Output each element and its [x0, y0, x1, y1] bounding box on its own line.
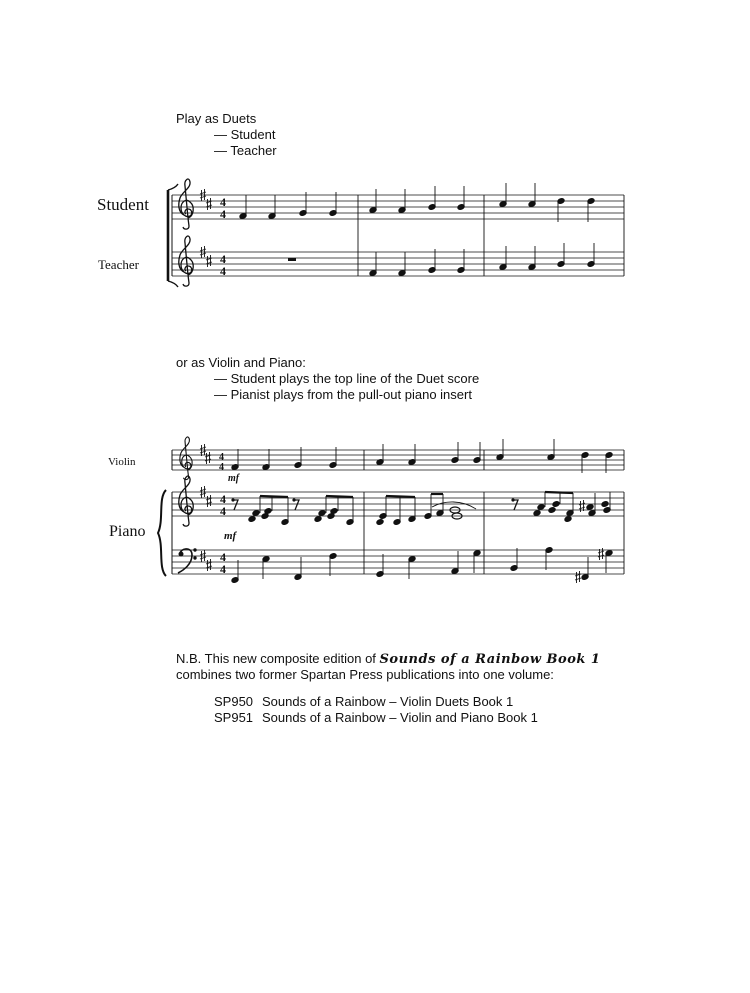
- violin-staff-label: Violin: [108, 456, 136, 468]
- student-staff-label: Student: [97, 195, 149, 214]
- teacher-staff: [172, 252, 624, 276]
- svg-text:4: 4: [220, 264, 226, 278]
- svg-text:4: 4: [220, 504, 226, 518]
- violin-piano-item-pianist: — Pianist plays from the pull-out piano insert: [214, 387, 472, 402]
- duet-system: [168, 179, 624, 287]
- svg-text:4: 4: [220, 492, 226, 506]
- svg-text:4: 4: [220, 562, 226, 576]
- piano-staff-label: Piano: [109, 523, 146, 540]
- svg-text:4: 4: [220, 207, 226, 221]
- duets-item-student: — Student: [214, 127, 276, 142]
- note-line-2: combines two former Spartan Press publications into one volume:: [176, 667, 554, 682]
- svg-text:4: 4: [220, 195, 226, 209]
- svg-text:4: 4: [220, 550, 226, 564]
- note-prefix: N.B. This new composite edition of: [176, 651, 380, 666]
- violin-piano-heading: or as Violin and Piano:: [176, 355, 306, 370]
- svg-text:4: 4: [220, 252, 226, 266]
- teacher-staff-label: Teacher: [98, 257, 139, 272]
- book-title: Sounds of a Rainbow Book 1: [379, 652, 601, 667]
- svg-text:4: 4: [219, 452, 224, 463]
- duets-item-teacher: — Teacher: [214, 143, 277, 158]
- publication-code-1: SP950: [214, 694, 254, 709]
- publication-title-2: Sounds of a Rainbow – Violin and Piano Book 1: [262, 710, 538, 725]
- publication-title-1: Sounds of a Rainbow – Violin Duets Book 1: [262, 694, 514, 709]
- duets-heading: Play as Duets: [176, 111, 257, 126]
- violin-staff: [172, 450, 624, 470]
- violin-piano-item-student: — Student plays the top line of the Duet score: [214, 371, 480, 386]
- piano-bass-staff: [172, 550, 624, 574]
- piano-dynamic-mark: mf: [224, 530, 237, 542]
- violin-dynamic-mark: mf: [228, 473, 240, 484]
- violin-piano-system: [158, 437, 624, 583]
- svg-text:4: 4: [219, 462, 224, 473]
- publication-code-2: SP951: [214, 710, 254, 725]
